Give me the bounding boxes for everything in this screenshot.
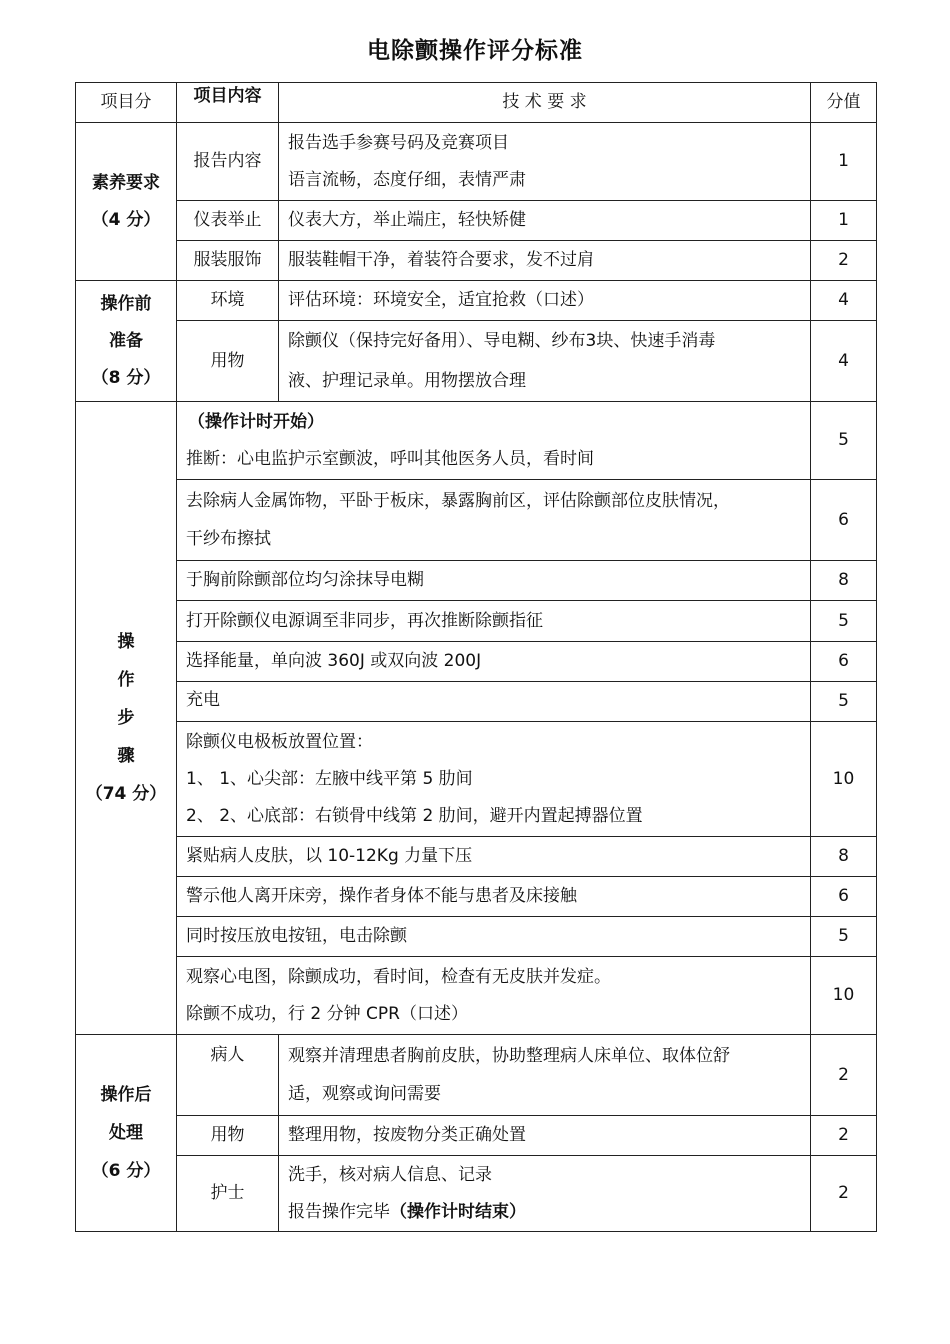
step-line: 除颤不成功，行 2 分钟 CPR（口述）: [186, 1003, 468, 1024]
table-row: [76, 1035, 877, 1116]
step-cell: [177, 957, 811, 1035]
step-cell: [177, 722, 811, 837]
section-steps: [76, 402, 177, 1035]
header-score: 分值: [811, 83, 877, 123]
table-row: [76, 561, 877, 601]
step-cell: 选择能量，单向波 360J 或双向波 200J: [177, 642, 811, 682]
content-cell: 服装服饰: [177, 241, 279, 281]
section-name: 操作后: [100, 1085, 152, 1105]
score-cell: 2: [811, 241, 877, 281]
timer-end-note: （操作计时结束）: [390, 1201, 526, 1222]
step-cell: 紧贴病人皮肤，以 10-12Kg 力量下压: [177, 837, 811, 877]
step-line: 除颤仪电极板放置位置：: [186, 731, 373, 752]
score-cell: 10: [811, 957, 877, 1035]
step-cell: 同时按压放电按钮，电击除颤: [177, 917, 811, 957]
requirement-text: 报告操作完毕: [288, 1201, 390, 1222]
requirement-line: 观察并清理患者胸前皮肤，协助整理病人床单位、取体位舒: [288, 1046, 730, 1066]
requirement-line: 液、护理记录单。用物摆放合理: [288, 371, 526, 391]
table-row: [76, 642, 877, 682]
header-item: 项目分: [76, 83, 177, 123]
section-prep: [76, 281, 177, 402]
step-line: 2、 2、心底部：右锁骨中线第 2 肋间，避开内置起搏器位置: [186, 805, 643, 826]
header-content: 项目内容: [177, 83, 279, 123]
section-name: 处理: [109, 1123, 143, 1143]
score-cell: 5: [811, 402, 877, 480]
step-cell: 打开除颤仪电源调至非同步，再次推断除颤指征: [177, 601, 811, 642]
content-cell: 护士: [177, 1156, 279, 1232]
table-row: [76, 877, 877, 917]
score-cell: 2: [811, 1116, 877, 1156]
section-name: 准备: [109, 330, 143, 351]
table-row: [76, 1116, 877, 1156]
content-cell: 环境: [177, 281, 279, 321]
step-cell: 警示他人离开床旁，操作者身体不能与患者及床接触: [177, 877, 811, 917]
content-cell: 仪表举止: [177, 201, 279, 241]
score-cell: 6: [811, 877, 877, 917]
requirement-cell: [279, 1156, 811, 1232]
table-row: [76, 957, 877, 1035]
table-row: [76, 201, 877, 241]
score-cell: 5: [811, 601, 877, 642]
requirement-line: 报告选手参赛号码及竞赛项目: [288, 132, 509, 153]
score-cell: 5: [811, 682, 877, 722]
table-row: [76, 1156, 877, 1232]
step-line: 观察心电图，除颤成功，看时间，检查有无皮肤并发症。: [186, 966, 611, 987]
scoring-table: [75, 82, 877, 1232]
table-row: [76, 837, 877, 877]
section-name: 素养要求: [92, 172, 160, 193]
table-row: [76, 321, 877, 402]
table-row: [76, 241, 877, 281]
table-row: [76, 281, 877, 321]
section-points: （4 分）: [91, 209, 161, 230]
section-post: [76, 1035, 177, 1232]
table-row: [76, 402, 877, 480]
score-cell: 8: [811, 837, 877, 877]
table-row: [76, 480, 877, 561]
score-cell: 6: [811, 642, 877, 682]
requirement-cell: [279, 123, 811, 201]
header-requirement: 技 术 要 求: [279, 83, 811, 123]
step-line: 干纱布擦拭: [186, 529, 271, 549]
table-row: [76, 601, 877, 642]
section-points: （74 分）: [85, 784, 167, 804]
score-cell: 5: [811, 917, 877, 957]
score-cell: 2: [811, 1035, 877, 1116]
requirement-cell: 仪表大方，举止端庄，轻快矫健: [279, 201, 811, 241]
table-header-row: [76, 83, 877, 123]
timer-start-note: （操作计时开始）: [188, 411, 324, 432]
requirement-line: 除颤仪（保持完好备用）、导电糊、纱布3块、快速手消毒: [288, 331, 716, 351]
step-line: 推断：心电监护示室颤波，呼叫其他医务人员，看时间: [186, 448, 594, 469]
score-cell: 4: [811, 281, 877, 321]
section-char: 骤: [117, 746, 135, 766]
score-cell: 6: [811, 480, 877, 561]
step-line: 1、 1、心尖部：左腋中线平第 5 肋间: [186, 768, 473, 789]
requirement-cell: [279, 1035, 811, 1116]
step-cell: 充电: [177, 682, 811, 722]
table-row: [76, 123, 877, 201]
score-cell: 2: [811, 1156, 877, 1232]
requirement-cell: 服装鞋帽干净，着装符合要求，发不过肩: [279, 241, 811, 281]
table-row: [76, 722, 877, 837]
requirement-line: 洗手，核对病人信息、记录: [288, 1164, 492, 1185]
requirement-cell: [279, 321, 811, 402]
step-line: 去除病人金属饰物，平卧于板床，暴露胸前区，评估除颤部位皮肤情况，: [186, 491, 730, 511]
requirement-line: 语言流畅，态度仔细，表情严肃: [288, 169, 526, 190]
score-cell: 4: [811, 321, 877, 402]
requirement-line: [288, 1194, 810, 1231]
content-cell: 病人: [177, 1035, 279, 1116]
section-name: 操作前: [100, 293, 152, 314]
section-char: 操: [117, 632, 135, 652]
score-cell: 1: [811, 123, 877, 201]
requirement-cell: 评估环境：环境安全，适宜抢救（口述）: [279, 281, 811, 321]
table-row: [76, 917, 877, 957]
section-literacy: [76, 123, 177, 281]
step-cell: [177, 480, 811, 561]
section-points: （6 分）: [91, 1161, 161, 1181]
requirement-cell: 整理用物，按废物分类正确处置: [279, 1116, 811, 1156]
content-cell: 用物: [177, 321, 279, 402]
section-char: 步: [117, 708, 135, 728]
score-cell: 1: [811, 201, 877, 241]
section-points: （8 分）: [91, 367, 161, 388]
step-cell: [177, 402, 811, 480]
requirement-line: 适，观察或询问需要: [288, 1084, 441, 1104]
table-row: [76, 682, 877, 722]
content-cell: 报告内容: [177, 123, 279, 201]
score-cell: 8: [811, 561, 877, 601]
score-cell: 10: [811, 722, 877, 837]
page-title: 电除颤操作评分标准: [367, 38, 583, 64]
section-char: 作: [117, 670, 135, 690]
content-cell: 用物: [177, 1116, 279, 1156]
step-cell: 于胸前除颤部位均匀涂抹导电糊: [177, 561, 811, 601]
